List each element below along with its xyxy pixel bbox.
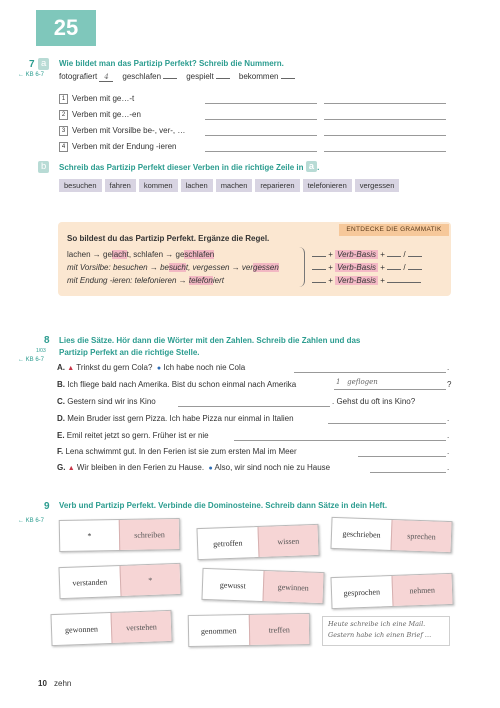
verb-chip: machen: [216, 179, 253, 192]
domino-tile[interactable]: [330, 573, 453, 609]
answer-line[interactable]: [358, 456, 446, 457]
rule-number-box: 1: [59, 94, 68, 104]
sentence-text: Gestern sind wir ins Kino: [67, 397, 156, 406]
exercise-7b-tag: b: [38, 161, 49, 173]
grammar-text: mit Endung -ieren: telefonieren →: [67, 276, 189, 285]
domino-left: geschrieben: [342, 528, 381, 540]
formula-row-1: [312, 250, 422, 259]
sentence-text: Trinkst du gern Cola?: [76, 363, 153, 372]
grammar-text: t, schlafen → ge: [126, 250, 185, 259]
verb-chip: telefonieren: [303, 179, 352, 192]
verb-chip: lachen: [181, 179, 213, 192]
triangle-marker-icon: ▲: [67, 465, 75, 472]
domino-right: *: [119, 564, 181, 596]
verb-chip: besuchen: [59, 179, 102, 192]
sentence-text: Mein Bruder isst gern Pizza. Ich habe Pizza nur einmal in Italien: [67, 414, 294, 423]
grammar-highlight: telefon: [188, 276, 213, 285]
sentence-letter: E.: [57, 431, 65, 440]
answer-line[interactable]: [178, 406, 330, 407]
answer-line[interactable]: [324, 103, 446, 104]
rule-text: Verben mit der Endung -ieren: [72, 142, 177, 152]
verb-basis-label: Verb-Basis: [337, 276, 376, 285]
sentence-e: [57, 431, 209, 440]
answer-line[interactable]: [324, 135, 446, 136]
grammar-title: So bildest du das Partizip Perfekt. Ergänze die Regel.: [67, 234, 270, 243]
grammar-row-1: [67, 250, 214, 259]
sentence-end: .: [447, 447, 450, 456]
rule-row-1: [59, 94, 134, 104]
kb-reference-9: ← KB 6-7: [18, 518, 45, 524]
domino-left: *: [87, 530, 92, 541]
domino-tile[interactable]: [50, 610, 172, 646]
plus-sign: +: [328, 276, 333, 285]
grammar-text: lachen → ge: [67, 250, 112, 259]
domino-left: gewusst: [219, 579, 246, 590]
grammar-text: mit Vorsilbe: besuchen → be: [67, 263, 169, 272]
rule-row-3: [59, 126, 185, 136]
verb-chips: [59, 175, 459, 193]
word-geschlafen: geschlafen: [122, 72, 162, 81]
sentence-text: Emil reitet jetzt so gern. Früher ist er nie: [66, 431, 209, 440]
verb-chip: vergessen: [355, 179, 400, 192]
rule-row-4: [59, 142, 177, 152]
sentence-end: .: [447, 363, 450, 372]
sentence-text: Wir bleiben in den Ferien zu Hause.: [76, 463, 205, 472]
sentence-text: . Gehst du oft ins Kino?: [332, 397, 416, 406]
domino-right: schreiben: [119, 519, 180, 550]
sentence-text: Also, wir sind noch nie zu Hause: [214, 463, 331, 472]
word-fotografiert: fotografiert: [59, 72, 98, 81]
rule-text: Verben mit ge…-t: [72, 94, 135, 104]
partizip-words: [59, 72, 359, 82]
domino-left: getroffen: [213, 538, 243, 549]
sentence-letter: D.: [57, 414, 65, 423]
rule-number-box: 2: [59, 110, 68, 120]
domino-right: nehmen: [391, 574, 453, 606]
answer-line[interactable]: [205, 119, 317, 120]
exercise-7b-instruction: Schreib das Partizip Perfekt dieser Verben in die richtige Zeile in a .: [59, 161, 320, 172]
sentence-end: .: [447, 463, 450, 472]
instruction-text: Schreib das Partizip Perfekt dieser Verben in die richtige Zeile in: [59, 163, 304, 172]
dot-marker-icon: ●: [156, 365, 162, 372]
plus-sign: +: [328, 263, 333, 272]
domino-left: genommen: [200, 625, 237, 636]
sentence-d: [57, 414, 294, 423]
footer-page-word: zehn: [54, 679, 72, 688]
sentence-text: Ich fliege bald nach Amerika. Bist du schon einmal nach Amerika: [67, 380, 297, 389]
domino-tile[interactable]: [201, 568, 324, 604]
handwritten-answer: [336, 378, 378, 386]
plus-sign: +: [380, 263, 385, 272]
sentence-end: .: [447, 431, 450, 440]
plus-sign: +: [328, 250, 333, 259]
sentence-c: [57, 397, 156, 406]
formula-blank[interactable]: [408, 269, 422, 270]
grammar-highlight: gessen: [253, 263, 279, 272]
grammar-brace: [298, 247, 305, 287]
verb-chip: fahren: [105, 179, 136, 192]
sentence-letter: A.: [57, 363, 65, 372]
answer-line[interactable]: [370, 472, 446, 473]
answer-line[interactable]: [205, 151, 317, 152]
grammar-row-3: [67, 276, 224, 285]
answer-line[interactable]: [324, 119, 446, 120]
exercise-9-number: 9: [44, 501, 50, 512]
domino-right: wissen: [257, 525, 319, 557]
exercise-8-number: 8: [44, 335, 50, 346]
formula-row-3: [312, 276, 421, 285]
word-gespielt: gespielt: [186, 72, 214, 81]
answer-field-bekommen[interactable]: [281, 78, 295, 79]
rule-number-box: 4: [59, 142, 68, 152]
answer-line[interactable]: [328, 423, 446, 424]
sentence-letter: B.: [57, 380, 65, 389]
domino-left: gewonnen: [64, 623, 99, 635]
grammar-row-2: [67, 263, 279, 272]
sentence-b: [57, 380, 296, 389]
formula-blank[interactable]: [408, 256, 422, 257]
grammar-highlight: such: [168, 263, 186, 272]
domino-tile[interactable]: [330, 517, 452, 553]
sentence-end: ?: [447, 380, 452, 389]
formula-row-2: [312, 263, 422, 272]
answer-line[interactable]: [324, 151, 446, 152]
verb-basis-label: Verb-Basis: [337, 263, 376, 272]
sentence-a: [57, 363, 245, 372]
slash: /: [403, 263, 406, 272]
sentence-text: Ich habe noch nie Cola: [163, 363, 246, 372]
sentence-end: .: [447, 414, 450, 423]
slash: /: [403, 250, 406, 259]
verb-basis-label: Verb-Basis: [337, 250, 376, 259]
kb-reference-8: ← KB 6-7: [18, 357, 45, 363]
domino-right: gewinnen: [262, 571, 324, 603]
answer-field-fotografiert[interactable]: 4: [99, 73, 113, 82]
word-bekommen: bekommen: [238, 72, 279, 81]
formula-blank[interactable]: [312, 282, 326, 283]
grammar-highlight: schlafen: [184, 250, 215, 259]
formula-blank[interactable]: [387, 256, 401, 257]
plus-sign: +: [380, 276, 385, 285]
sentence-letter: F.: [57, 447, 64, 456]
triangle-marker-icon: ▲: [67, 365, 75, 372]
exercise-7a-tag: a: [38, 58, 49, 70]
rule-text: Verben mit Vorsilbe be-, ver-, …: [72, 126, 186, 136]
answer-line[interactable]: [234, 440, 446, 441]
rule-number-box: 3: [59, 126, 68, 136]
formula-blank[interactable]: [387, 269, 401, 270]
note-line: Gestern habe ich einen Brief …: [328, 631, 432, 639]
handwritten-note: [322, 616, 450, 646]
domino-tile[interactable]: [196, 524, 319, 560]
exercise-7a-instruction: Wie bildet man das Partizip Perfekt? Schreib die Nummern.: [59, 59, 284, 68]
answer-line[interactable]: [334, 389, 446, 390]
domino-left: verstanden: [72, 576, 108, 588]
sentence-letter: C.: [57, 397, 65, 406]
domino-right: treffen: [248, 614, 309, 645]
dot-marker-icon: ●: [208, 465, 213, 472]
kb-reference-7: ← KB 6-7: [18, 72, 45, 78]
grammar-highlight: lach: [111, 250, 127, 259]
note-line: Heute schreibe ich eine Mail.: [328, 620, 426, 628]
audio-track: 1/03: [36, 348, 46, 354]
sentence-letter: G.: [57, 463, 66, 472]
rule-row-2: [59, 110, 141, 120]
domino-left: gesprochen: [343, 586, 381, 598]
exercise-7-number: 7: [29, 59, 35, 70]
footer-page-number: 10: [38, 679, 47, 688]
grammar-label: ENTDECKE DIE GRAMMATIK: [339, 224, 449, 236]
domino-tile[interactable]: [59, 518, 181, 552]
verb-chip: kommen: [139, 179, 178, 192]
sentence-text: Lena schwimmt gut. In den Ferien ist sie zum ersten Mal im Meer: [65, 447, 297, 456]
sentence-g: [57, 463, 330, 472]
answer-field-geschlafen[interactable]: [163, 78, 177, 79]
verb-chip: reparieren: [255, 179, 299, 192]
sentence-f: [57, 447, 297, 456]
domino-tile[interactable]: [188, 613, 311, 647]
formula-blank[interactable]: [312, 256, 326, 257]
answer-field-gespielt[interactable]: [216, 78, 230, 79]
ref-tag-a: a: [306, 161, 317, 172]
domino-tile[interactable]: [58, 563, 181, 599]
answer-line[interactable]: [205, 103, 317, 104]
formula-blank[interactable]: [387, 282, 421, 283]
domino-right: sprechen: [390, 520, 451, 552]
exercise-8-instruction: Lies die Sätze. Hör dann die Wörter mit den Zahlen. Schreib die Zahlen und das Partizip Perfekt an die richtige Stelle.: [59, 336, 361, 357]
rule-text: Verben mit ge…-en: [72, 110, 141, 120]
handwritten-number: 1: [336, 378, 341, 386]
grammar-text: t, vergessen → ver: [185, 263, 254, 272]
page-number-badge: 25: [36, 10, 96, 46]
handwritten-word: geflogen: [347, 378, 378, 386]
exercise-9-instruction: Verb und Partizip Perfekt. Verbinde die Dominosteine. Schreib dann Sätze in dein Heft.: [59, 501, 388, 510]
formula-blank[interactable]: [312, 269, 326, 270]
grammar-text: iert: [212, 276, 224, 285]
domino-right: verstehen: [110, 611, 171, 643]
answer-line[interactable]: [294, 372, 446, 373]
answer-line[interactable]: [205, 135, 317, 136]
plus-sign: +: [380, 250, 385, 259]
